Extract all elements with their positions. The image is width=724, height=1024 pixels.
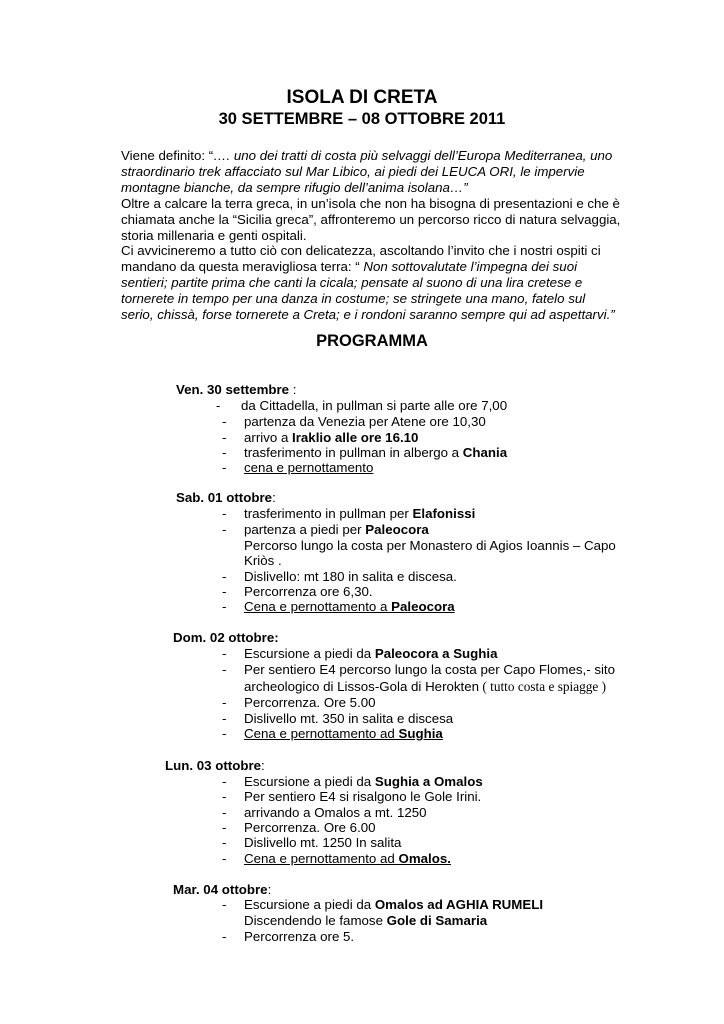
item-text: Escursione a piedi da [244, 646, 375, 661]
list-item: Percorrenza ore 5. [244, 929, 355, 944]
bullet-dash: - [222, 851, 227, 866]
bullet-dash: - [222, 820, 227, 835]
item-text: Cena e pernottamento a [244, 599, 392, 614]
item-bold: Sughia a Omalos [374, 774, 483, 789]
intro-paragraph-2: Oltre a calcare la terra greca, in un’isola che non ha bisogna di presentazioni e che è chiamata anche la “Sicilia greca”, affronteremo un percorso ricco di natura selvaggia, storia millenaria e genti ospitali. [121, 195, 621, 243]
bullet-dash: - [222, 646, 227, 661]
document-title: ISOLA DI CRETA [286, 87, 438, 108]
list-item: partenza da Venezia per Atene ore 10,30 [244, 414, 486, 429]
list-item [244, 430, 418, 445]
programma-heading: PROGRAMMA [316, 332, 428, 350]
list-item: da Cittadella, in pullman si parte alle ore 7,00 [241, 398, 508, 413]
day-label: Dom. 02 ottobre: [173, 630, 279, 645]
bullet-dash: - [222, 774, 227, 789]
item-text: Escursione a piedi da [244, 774, 375, 789]
intro-text [121, 148, 621, 323]
day-label: Sab. 01 ottobre [176, 490, 273, 505]
bullet-dash: - [222, 897, 227, 912]
item-text: trasferimento in pullman in albergo a [244, 445, 463, 460]
item-text: trasferimento in pullman per [244, 506, 413, 521]
bullet-dash: - [222, 789, 227, 804]
list-item [244, 726, 443, 741]
item-bold: Iraklio alle ore 16.10 [292, 430, 419, 445]
item-bold: Omalos. [398, 851, 451, 866]
item-bold: Paleocora [391, 599, 455, 614]
list-item: Percorrenza. Ore 5.00 [244, 695, 376, 710]
bullet-dash: - [222, 569, 227, 584]
item-text: partenza a piedi per [244, 522, 366, 537]
bullet-dash: - [222, 445, 227, 460]
bullet-dash: - [222, 460, 227, 475]
item-bold: Omalos ad AGHIA RUMELI [374, 897, 544, 912]
list-item [244, 851, 451, 866]
list-item [244, 506, 475, 521]
bullet-dash: - [222, 695, 227, 710]
list-item: Dislivello: mt 180 in salita e discesa. [244, 569, 457, 584]
bullet-dash: - [222, 522, 227, 537]
list-item: Percorrenza ore 6,30. [244, 584, 373, 599]
intro-paragraph-3 [121, 243, 621, 323]
item-text: Cena e pernottamento ad [244, 726, 399, 741]
day-heading-lun-03 [165, 758, 265, 773]
list-item [244, 774, 483, 789]
day-heading-dom-02 [173, 630, 279, 645]
bullet-dash: - [222, 711, 227, 726]
list-item-continuation [244, 679, 606, 695]
day-suffix: : [267, 882, 272, 897]
intro-p3-quote: Non sottovalutate l’impegna dei suoi sentieri; partite prima che canti la cicala; pensate al suono di una lira cretese e tornerete in tempo per una danza in costume; se stringete una mano, fatelo sul serio, chissà, forse tornerete a Creta; e i rondoni saranno sempre qui ad aspettarvi.” [121, 259, 615, 323]
list-item [244, 522, 429, 537]
list-item [244, 599, 455, 614]
item-text: arrivo a [244, 430, 293, 445]
item-text: Cena e pernottamento ad [244, 851, 399, 866]
item-bold: Chania [462, 445, 508, 460]
day-suffix: : [261, 758, 265, 773]
item-text: Discendendo le famose [244, 913, 387, 928]
list-item: Percorrenza. Ore 6.00 [244, 820, 376, 835]
list-item [244, 897, 543, 912]
bullet-dash: - [222, 805, 227, 820]
bullet-dash: - [222, 584, 227, 599]
list-item [244, 646, 498, 661]
day-heading-sab-01 [176, 490, 276, 505]
day-label: Lun. 03 ottobre [165, 758, 262, 773]
bullet-dash: - [222, 835, 227, 850]
item-text: archeologico di Lissos-Gola di Herokten [244, 679, 480, 694]
day-heading-ven-30 [176, 382, 296, 397]
item-bold: Gole di Samaria [386, 913, 488, 928]
intro-paragraph-1 [121, 148, 621, 196]
day-suffix: : [289, 382, 297, 397]
list-item-continuation: Kriòs . [244, 553, 282, 568]
day-heading-mar-04 [173, 882, 271, 897]
intro-p3-lead: Ci avvicineremo a tutto ciò con delicatezza, ascoltando l’invito che i nostri ospiti ci mandano da questa meravigliosa terra: “ [121, 243, 601, 275]
bullet-dash: - [222, 929, 227, 944]
intro-p1-quote: …. uno dei tratti di costa più selvaggi dell’Europa Mediterranea, uno straordinario trek affacciato sul Mar Libico, ai piedi dei LEUCA ORI, le impervie montagne bianche, da sempre rifugio dell’anima isolana…” [121, 148, 613, 195]
item-bold: Paleocora [365, 522, 429, 537]
list-item: cena e pernottamento [244, 460, 374, 475]
list-item: Per sentiero E4 percorso lungo la costa per Capo Flomes,- sito [244, 662, 616, 677]
day-label: Mar. 04 ottobre [173, 882, 268, 897]
list-item: Per sentiero E4 si risalgono le Gole Irini. [244, 789, 482, 804]
list-item-continuation: Percorso lungo la costa per Monastero di Agios Ioannis – Capo [244, 538, 616, 553]
intro-p1-lead: Viene definito: “ [121, 148, 214, 163]
item-bold: Paleocora a Sughia [374, 646, 498, 661]
day-label: Ven. 30 settembre [176, 382, 290, 397]
item-text: Escursione a piedi da [244, 897, 375, 912]
bullet-dash: - [222, 430, 227, 445]
item-bold: Elafonissi [412, 506, 476, 521]
list-item: arrivando a Omalos a mt. 1250 [244, 805, 427, 820]
bullet-dash: - [216, 398, 221, 413]
day-suffix: : [272, 490, 276, 505]
bullet-dash: - [222, 726, 227, 741]
list-item: Dislivello mt. 350 in salita e discesa [244, 711, 454, 726]
item-bold: Sughia [398, 726, 443, 741]
trip-dates: 30 SETTEMBRE – 08 OTTOBRE 2011 [218, 110, 506, 128]
bullet-dash: - [222, 599, 227, 614]
bullet-dash: - [222, 662, 227, 677]
item-note: ( tutto costa e spiagge ) [479, 679, 607, 694]
list-item: Dislivello mt. 1250 In salita [244, 835, 402, 850]
bullet-dash: - [222, 506, 227, 521]
list-item-continuation [244, 913, 487, 928]
bullet-dash: - [222, 414, 227, 429]
list-item [244, 445, 507, 460]
